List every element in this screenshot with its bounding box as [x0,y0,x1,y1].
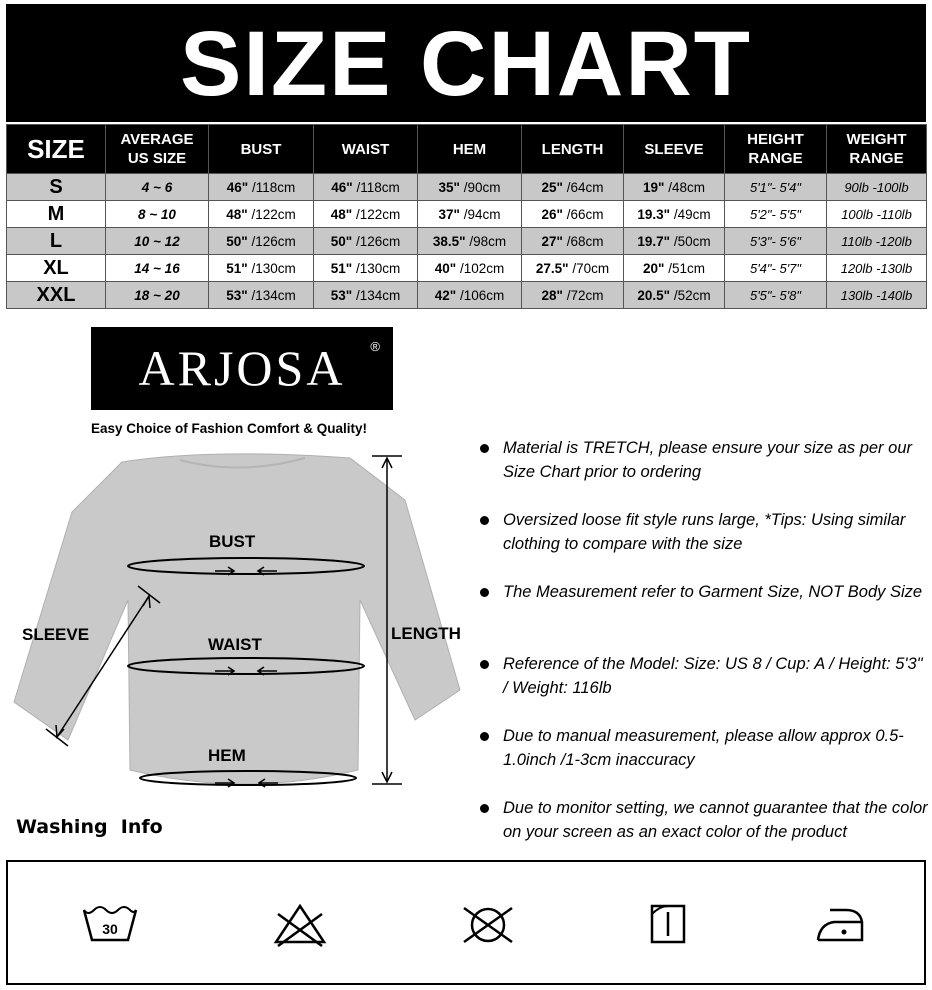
sleeve-cm: /48cm [664,179,705,195]
hem-cm: /102cm [456,260,505,276]
header-height-range-label: HEIGHT RANGE [747,131,804,167]
avg-us-size-cell: 18 ~ 20 [106,282,209,309]
sleeve-cm: /50cm [670,233,711,249]
length-cm: /66cm [562,206,604,222]
note-text: Material is TRETCH, please ensure your size as per our Size Chart prior to ordering [503,439,912,481]
waist-cm: /118cm [352,179,400,195]
height-range-cell: 5'3"- 5'6" [725,228,827,255]
table-header-row [7,125,927,174]
page-title: SIZE CHART [180,13,752,115]
garment-diagram [10,440,480,800]
height-range-cell: 5'4"- 5'7" [725,255,827,282]
bust-inch: 51" [226,260,248,276]
sleeve-inch: 20.5" [637,287,671,303]
header-sleeve: SLEEVE [624,125,725,174]
length-cell [522,282,624,309]
size-cell: M [7,201,106,228]
waist-inch: 53" [330,287,353,303]
care-symbols-box [6,860,926,985]
sleeve-inch: 19" [643,179,665,195]
height-range-cell: 5'5"- 5'8" [725,282,827,309]
length-inch: 26" [541,206,563,222]
bullet-dot-icon [480,732,489,741]
hem-inch: 40" [434,260,457,276]
bust-cm: /134cm [247,287,296,303]
waist-inch: 48" [330,206,353,222]
sleeve-inch: 19.3" [637,206,671,222]
sleeve-cell [624,228,725,255]
hem-cell [418,174,522,201]
header-weight-range [827,125,927,174]
wash-30-icon [80,900,140,950]
hem-cell [418,201,522,228]
hem-cm: /90cm [459,179,501,195]
bust-cm: /126cm [247,233,296,249]
waist-cell [314,201,418,228]
waist-cm: /134cm [352,287,401,303]
bust-cell [209,255,314,282]
length-cm: /64cm [562,179,604,195]
bullet-dot-icon [480,660,489,669]
hem-cm: /98cm [465,233,507,249]
size-cell: XL [7,255,106,282]
size-cell: XXL [7,282,106,309]
weight-range-cell: 90lb -100lb [827,174,927,201]
length-cm: /68cm [562,233,604,249]
header-waist: WAIST [314,125,418,174]
waist-cell [314,174,418,201]
bust-inch: 50" [226,233,248,249]
waist-cm: /130cm [352,260,401,276]
bullet-dot-icon [480,444,489,453]
sleeve-cm: /51cm [664,260,705,276]
length-cm: /70cm [568,260,610,276]
do-not-tumble-dry-icon [458,900,518,950]
header-size: SIZE [7,125,106,174]
hem-label: HEM [208,746,246,765]
bust-cell [209,228,314,255]
weight-range-cell: 110lb -120lb [827,228,927,255]
avg-us-size-cell: 4 ~ 6 [106,174,209,201]
bust-cell [209,174,314,201]
length-cell [522,201,624,228]
header-height-range [725,125,827,174]
bust-cell [209,282,314,309]
brand-name: ARJOSA [138,340,346,396]
note-text: Due to manual measurement, please allow approx 0.5-1.0inch /1-3cm inaccuracy [503,727,904,769]
note-text: Reference of the Model: Size: US 8 / Cup: A / Height: 5'3" / Weight: 116lb [503,655,923,697]
bullet-dot-icon [480,804,489,813]
hem-cm: /106cm [456,287,505,303]
sleeve-cell [624,201,725,228]
weight-range-cell: 120lb -130lb [827,255,927,282]
header-hem: HEM [418,125,522,174]
hem-inch: 42" [434,287,457,303]
size-table [6,124,927,309]
waist-cm: /126cm [352,233,401,249]
table-row [7,174,927,201]
list-item [480,724,928,796]
bust-cm: /122cm [247,206,296,222]
wash-temp: 30 [102,921,118,937]
sleeve-inch: 20" [643,260,665,276]
length-inch: 27" [541,233,563,249]
size-cell: L [7,228,106,255]
table-row [7,201,927,228]
list-item [480,796,928,868]
notes-list [480,436,928,868]
table-row [7,282,927,309]
do-not-bleach-icon [270,900,330,950]
header-bust: BUST [209,125,314,174]
washing-info-title: Washing Info [16,816,163,838]
hem-cell [418,228,522,255]
avg-us-size-cell: 10 ~ 12 [106,228,209,255]
sleeve-label: SLEEVE [22,625,90,644]
sleeve-cell [624,282,725,309]
bust-cm: /118cm [248,179,296,195]
sleeve-cell [624,174,725,201]
weight-range-cell: 130lb -140lb [827,282,927,309]
length-cm: /72cm [562,287,604,303]
length-cell [522,174,624,201]
bust-inch: 53" [226,287,248,303]
bust-cm: /130cm [247,260,296,276]
waist-cm: /122cm [352,206,401,222]
bullet-dot-icon [480,516,489,525]
waist-label: WAIST [208,635,262,654]
header-length: LENGTH [522,125,624,174]
hem-cell [418,255,522,282]
registered-mark: ® [370,339,383,354]
waist-cell [314,255,418,282]
sleeve-inch: 19.7" [637,233,671,249]
waist-cell [314,282,418,309]
height-range-cell: 5'2"- 5'5" [725,201,827,228]
length-inch: 27.5" [535,260,569,276]
avg-us-size-cell: 8 ~ 10 [106,201,209,228]
list-item [480,652,928,724]
header-weight-range-label: WEIGHT RANGE [846,131,907,167]
bust-inch: 46" [226,179,249,195]
size-cell: S [7,174,106,201]
note-text: Oversized loose fit style runs large, *Tips: Using similar clothing to compare with the size [503,511,906,553]
title-banner [6,4,926,122]
line-dry-icon [638,900,698,950]
avg-us-size-cell: 14 ~ 16 [106,255,209,282]
length-inch: 25" [541,179,563,195]
bust-cell [209,201,314,228]
bust-label: BUST [209,532,256,551]
bullet-dot-icon [480,588,489,597]
sleeve-cm: /52cm [670,287,711,303]
list-item [480,436,928,508]
length-inch: 28" [541,287,563,303]
waist-cell [314,228,418,255]
note-text: Due to monitor setting, we cannot guarantee that the color on your screen as an exact color of the product [503,799,928,841]
hem-inch: 38.5" [432,233,466,249]
list-item [480,508,928,580]
note-text: The Measurement refer to Garment Size, NOT Body Size [503,583,923,601]
iron-low-icon [810,900,870,950]
length-label: LENGTH [391,624,461,643]
bust-inch: 48" [226,206,248,222]
weight-range-cell: 100lb -110lb [827,201,927,228]
height-range-cell: 5'1"- 5'4" [725,174,827,201]
sleeve-cm: /49cm [670,206,711,222]
hem-cm: /94cm [459,206,501,222]
length-cell [522,255,624,282]
header-average-us-size-label: AVERAGE US SIZE [120,131,194,167]
hem-cell [418,282,522,309]
brand-logo [91,327,393,410]
waist-inch: 46" [331,179,353,195]
table-row [7,255,927,282]
header-average-us-size [106,125,209,174]
brand-tagline: Easy Choice of Fashion Comfort & Quality! [91,421,368,436]
waist-inch: 51" [330,260,353,276]
hem-inch: 35" [438,179,460,195]
waist-inch: 50" [330,233,353,249]
sleeve-cell [624,255,725,282]
length-cell [522,228,624,255]
table-row [7,228,927,255]
hem-inch: 37" [438,206,460,222]
list-item [480,580,928,652]
